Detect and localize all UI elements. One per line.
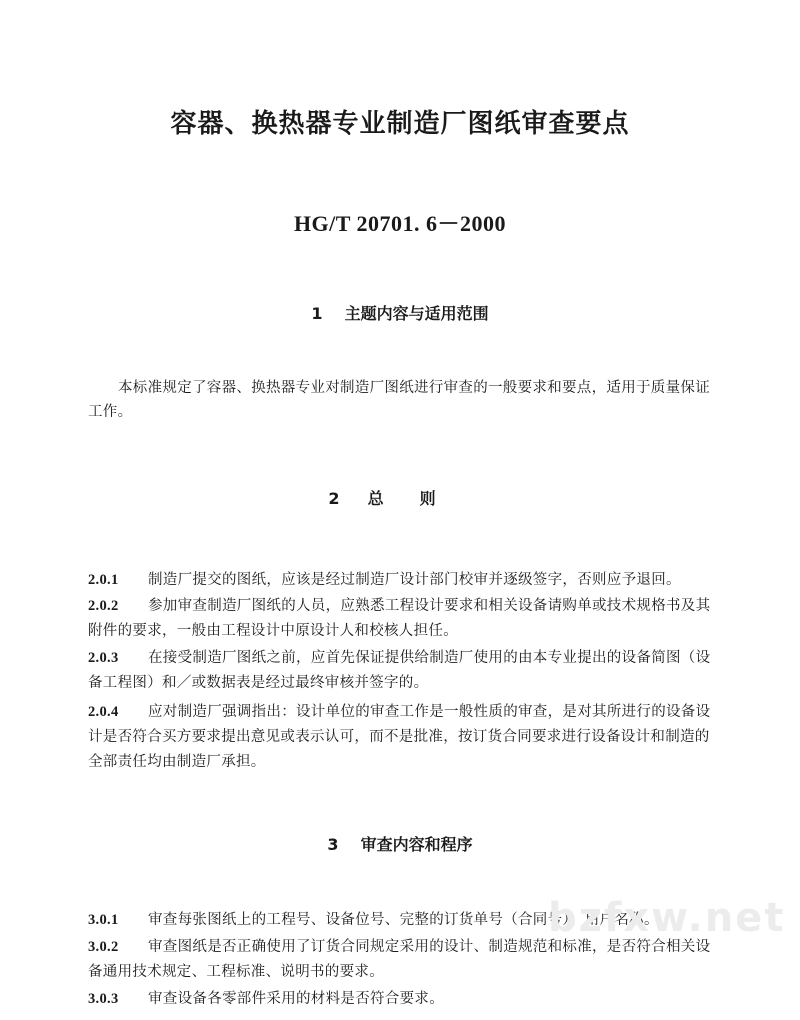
- clause-text: 审查每张图纸上的工程号、设备位号、完整的订货单号（合同号）、用户名称。: [148, 912, 659, 928]
- clause-number: 2.0.4: [88, 704, 119, 720]
- clause-number: 2.0.2: [88, 598, 119, 614]
- clause-number: 2.0.3: [88, 650, 119, 666]
- clause-text: 审查设备各零部件采用的材料是否符合要求。: [148, 991, 444, 1007]
- clause-text: 在接受制造厂图纸之前，应首先保证提供给制造厂使用的由本专业提出的设备简图（设备工程图）和／或数据表是经过最终审核并签字的。: [88, 650, 711, 691]
- clause-2-0-4: [88, 700, 714, 775]
- clause-3-0-2: [88, 935, 714, 985]
- standard-code: HG/T 20701. 6－2000: [293, 211, 507, 236]
- clause-text: 审查图纸是否正确使用了订货合同规定采用的设计、制造规范和标准，是否符合相关设备通用技术规定、工程标准、说明书的要求。: [88, 939, 711, 980]
- clause-number: 3.0.2: [88, 939, 119, 955]
- clause-number: 3.0.3: [88, 991, 119, 1007]
- section-number: 3: [327, 835, 339, 854]
- section-2-heading: [0, 486, 800, 509]
- clause-text: 参加审查制造厂图纸的人员，应熟悉工程设计要求和相关设备请购单或技术规格书及其附件的要求，一般由工程设计中原设计人和校核人担任。: [88, 598, 711, 639]
- clause-2-0-1: [88, 568, 714, 593]
- section-3-heading: [0, 832, 800, 855]
- clause-2-0-3: [88, 646, 714, 696]
- document-title: 容器、换热器专业制造厂图纸审查要点: [170, 109, 630, 139]
- clause-number: 2.0.1: [88, 572, 119, 588]
- clause-text: 应对制造厂强调指出：设计单位的审查工作是一般性质的审查，是对其所进行的设备设计是否符合买方要求提出意见或表示认可，而不是批准，按订货合同要求进行设备设计和制造的全部责任均由制造厂承担。: [88, 704, 711, 770]
- clause-text: 制造厂提交的图纸，应该是经过制造厂设计部门校审并逐级签字，否则应予退回。: [148, 572, 681, 588]
- section-title: 总则: [367, 489, 472, 508]
- section-title: 主题内容与适用范围: [344, 304, 489, 323]
- site-watermark: bzfxw.net: [548, 895, 786, 941]
- clause-number: 3.0.1: [88, 912, 119, 928]
- section-1-heading: [0, 301, 800, 324]
- section-title: 审查内容和程序: [360, 835, 473, 854]
- clause-2-0-2: [88, 594, 714, 644]
- section-1-paragraph: 本标准规定了容器、换热器专业对制造厂图纸进行审查的一般要求和要点，适用于质量保证工作。: [88, 380, 710, 420]
- section-number: 1: [311, 304, 323, 323]
- section-number: 2: [328, 489, 340, 508]
- clause-3-0-3: [88, 987, 714, 1012]
